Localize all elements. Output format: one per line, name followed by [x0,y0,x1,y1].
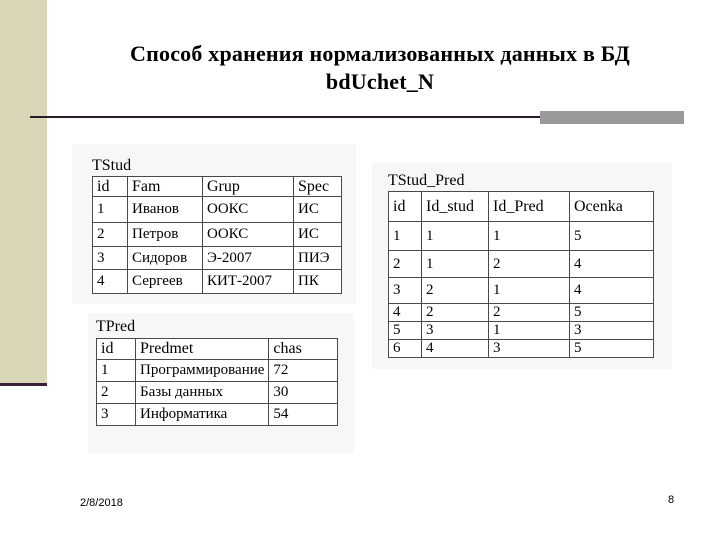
table-row [389,340,654,358]
table-cell: 1 [422,251,489,278]
table-header-row [93,177,342,197]
table-cell: 1 [489,322,570,340]
table-row [389,304,654,322]
table-header-row [389,192,654,222]
table-cell: 4 [422,340,489,358]
table-cell: 3 [97,404,136,426]
table-cell: ООКС [203,197,294,223]
title-line-1: Способ хранения нормализованных данных в БД [130,41,630,66]
column-header: id [93,177,128,197]
table-row [97,382,338,404]
table-cell: 2 [422,304,489,322]
title-divider [30,116,540,118]
column-header: Predmet [136,339,269,360]
table-cell: 54 [269,404,338,426]
table-cell: 72 [269,360,338,382]
tstud-table-name: TStud [92,157,132,174]
table-row [389,322,654,340]
column-header: Fam [128,177,203,197]
table-cell: 5 [570,222,654,251]
tpred-table [96,338,338,426]
table-cell: Программирование [136,360,269,382]
table-row [389,222,654,251]
sidebar-accent-line [0,383,47,386]
table-row [97,360,338,382]
column-header: id [389,192,422,222]
table-cell: 4 [570,251,654,278]
table-cell: 1 [489,222,570,251]
table-cell: 6 [389,340,422,358]
table-cell: ПК [294,270,342,294]
table-cell: 2 [389,251,422,278]
sidebar-decoration [0,0,47,383]
table-cell: 4 [570,278,654,304]
table-cell: ПИЭ [294,247,342,270]
table-cell: Э-2007 [203,247,294,270]
column-header: Grup [203,177,294,197]
table-cell: 3 [93,247,128,270]
table-cell: 2 [422,278,489,304]
column-header: Spec [294,177,342,197]
table-cell: 1 [422,222,489,251]
table-cell: Сидоров [128,247,203,270]
table-cell: 3 [389,278,422,304]
column-header: id [97,339,136,360]
table-cell: 2 [489,304,570,322]
table-row [93,197,342,223]
table-cell: 5 [389,322,422,340]
column-header: Id_Pred [489,192,570,222]
table-cell: Информатика [136,404,269,426]
table-cell: 1 [93,197,128,223]
table-cell: 4 [93,270,128,294]
table-cell: 1 [389,222,422,251]
table-cell: 3 [489,340,570,358]
table-row [389,278,654,304]
table-cell: ИС [294,197,342,223]
table-cell: 1 [489,278,570,304]
table-cell: 5 [570,304,654,322]
table-cell: 3 [422,322,489,340]
table-row [389,251,654,278]
table-cell: ИС [294,223,342,247]
column-header: Id_stud [422,192,489,222]
slide-title [60,40,700,96]
table-cell: Сергеев [128,270,203,294]
table-row [93,270,342,294]
table-header-row [97,339,338,360]
table-cell: КИТ-2007 [203,270,294,294]
table-cell: 2 [97,382,136,404]
table-cell: Базы данных [136,382,269,404]
tpred-table-name: TPred [96,318,136,335]
table-cell: Петров [128,223,203,247]
table-cell: 2 [93,223,128,247]
table-cell: 2 [489,251,570,278]
table-cell: ООКС [203,223,294,247]
table-cell: Иванов [128,197,203,223]
tstud-pred-table-name: TStud_Pred [388,172,465,189]
table-row [97,404,338,426]
column-header: chas [269,339,338,360]
column-header: Ocenka [570,192,654,222]
table-row [93,223,342,247]
table-row [93,247,342,270]
slide-number: 8 [668,494,675,506]
title-line-2: bdUchet_N [325,69,435,94]
table-cell: 30 [269,382,338,404]
table-cell: 1 [97,360,136,382]
table-cell: 3 [570,322,654,340]
table-cell: 4 [389,304,422,322]
tstud-table [92,176,342,294]
table-cell: 5 [570,340,654,358]
tstud-pred-table [388,191,654,358]
slide-date: 2/8/2018 [80,497,123,509]
title-divider-block [540,111,684,124]
